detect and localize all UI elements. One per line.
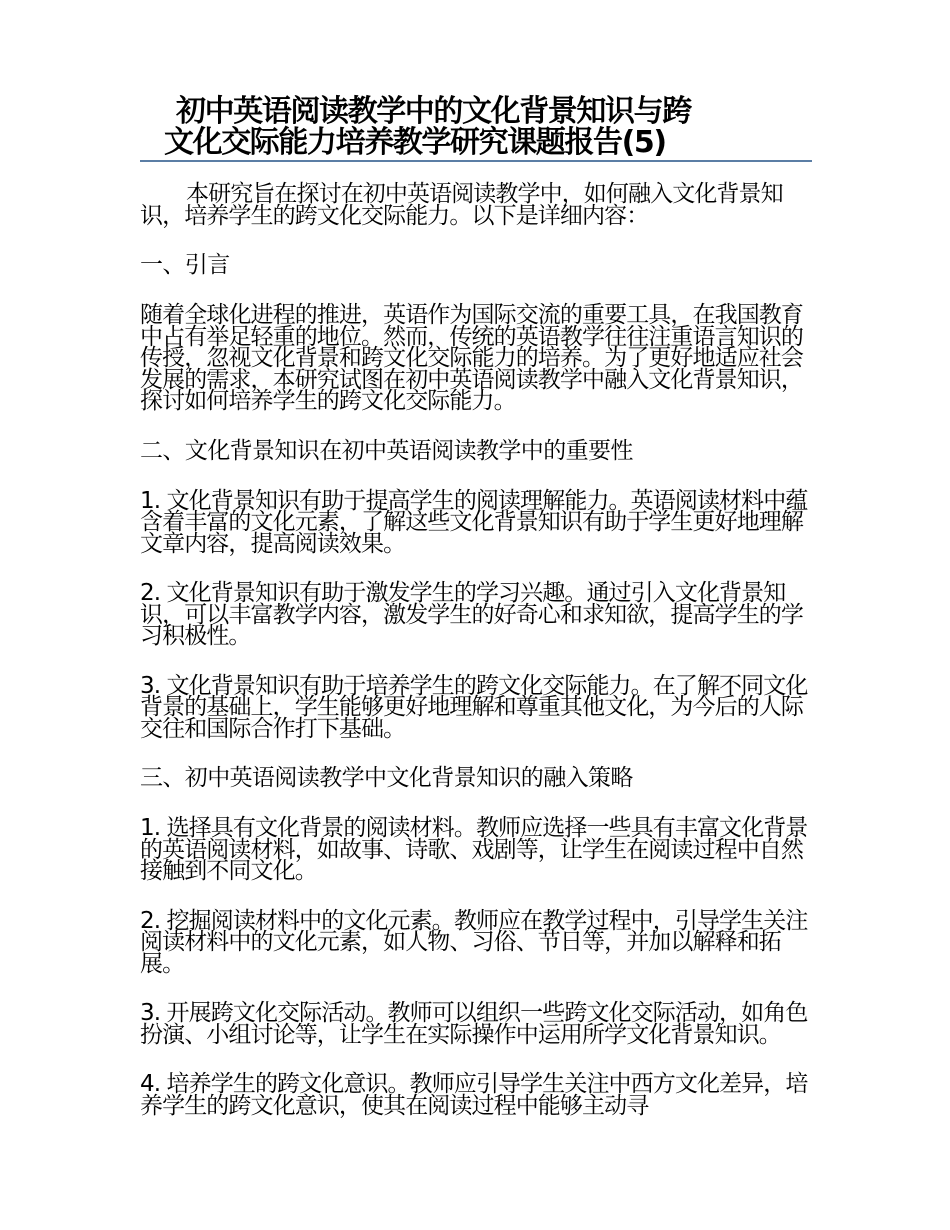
list-item: 1. 选择具有文化背景的阅读材料。教师应选择一些具有丰富文化背景的英语阅读材料，如故事、诗歌、戏剧等，让学生在阅读过程中自然接触到不同文化。	[140, 815, 808, 884]
section1-paragraph: 随着全球化进程的推进，英语作为国际交流的重要工具，在我国教育中占有举足轻重的地位。然而，传统的英语教学往往注重语言知识的传授，忽视文化背景和跨文化交际能力的培养。为了更好地适应社会发展的需求，本研究试图在初中英语阅读教学中融入文化背景知识，探讨如何培养学生的跨文化交际能力。	[140, 302, 804, 414]
section-heading-importance: 二、文化背景知识在初中英语阅读教学中的重要性	[140, 437, 633, 464]
title-line-1: 初中英语阅读教学中的文化背景知识与跨	[176, 94, 691, 129]
title-line-2: 文化交际能力培养教学研究课题报告(5)	[164, 125, 666, 160]
list-item: 4. 培养学生的跨文化意识。教师应引导学生关注中西方文化差异，培养学生的跨文化意识，使其在阅读过程中能够主动寻	[140, 1071, 808, 1119]
list-item: 3. 开展跨文化交际活动。教师可以组织一些跨文化交际活动，如角色扮演、小组讨论等，让学生在实际操作中运用所学文化背景知识。	[140, 1000, 808, 1048]
intro-paragraph: 本研究旨在探讨在初中英语阅读教学中，如何融入文化背景知识，培养学生的跨文化交际能力。以下是详细内容：	[140, 181, 783, 229]
list-item: 1. 文化背景知识有助于提高学生的阅读理解能力。英语阅读材料中蕴含着丰富的文化元素，了解这些文化背景知识有助于学生更好地理解文章内容，提高阅读效果。	[140, 487, 808, 557]
list-item: 2. 挖掘阅读材料中的文化元素。教师应在教学过程中，引导学生关注阅读材料中的文化元素，如人物、习俗、节日等，并加以解释和拓展。	[140, 907, 808, 977]
list-item: 2. 文化背景知识有助于激发学生的学习兴趣。通过引入文化背景知识，可以丰富教学内容，激发学生的好奇心和求知欲，提高学生的学习积极性。	[140, 580, 804, 649]
document-page	[140, 96, 812, 1117]
section-heading-strategies: 三、初中英语阅读教学中文化背景知识的融入策略	[140, 765, 633, 791]
list-item: 3. 文化背景知识有助于培养学生的跨文化交际能力。在了解不同文化背景的基础上，学生能够更好地理解和尊重其他文化，为今后的人际交往和国际合作打下基础。	[140, 672, 808, 742]
document-title	[140, 96, 812, 162]
section-heading-introduction: 一、引言	[140, 252, 230, 278]
